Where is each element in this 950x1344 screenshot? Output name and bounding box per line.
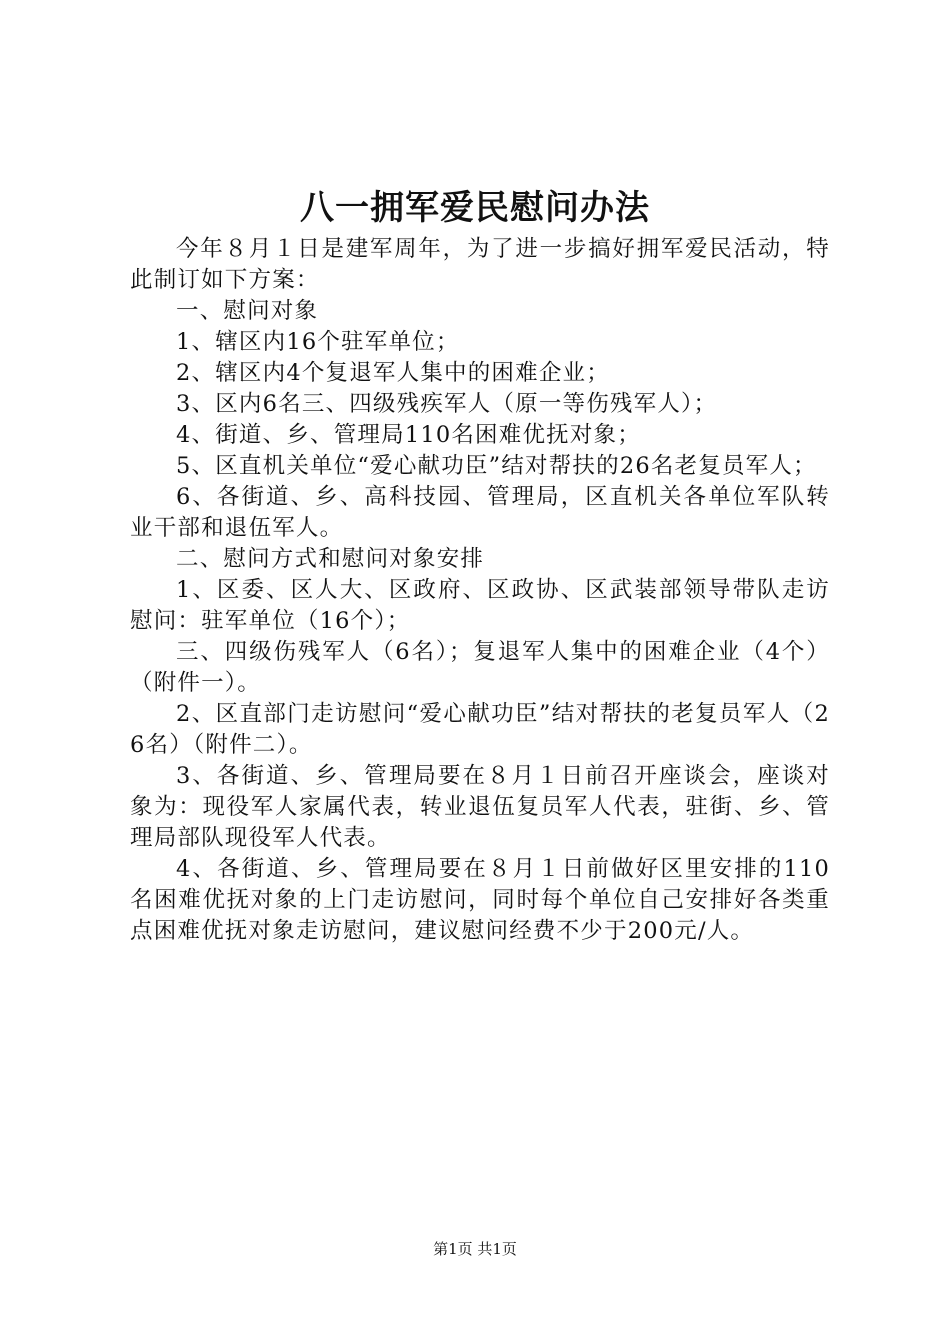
list-item: 3、各街道、乡、管理局要在８月１日前召开座谈会，座谈对象为：现役军人家属代表，转业退伍复员军人代表，驻街、乡、管理局部队现役军人代表。 <box>130 763 830 851</box>
list-item: 2、辖区内4个复退军人集中的困难企业； <box>176 360 610 386</box>
section-heading-1: 一、慰问对象 <box>176 298 319 324</box>
list-item: 4、街道、乡、管理局110名困难优抚对象； <box>176 422 641 448</box>
document-body <box>130 234 830 947</box>
list-item: 3、区内6名三、四级残疾军人（原一等伤残军人）； <box>176 391 718 417</box>
paragraph-intro: 今年８月１日是建军周年，为了进一步搞好拥军爱民活动，特此制订如下方案： <box>130 236 830 293</box>
list-item: 三、四级伤残军人（6名）；复退军人集中的困难企业（4个）（附件一）。 <box>130 639 830 696</box>
list-item: 2、区直部门走访慰问“爱心献功臣”结对帮扶的老复员军人（26名）（附件二）。 <box>130 701 830 758</box>
document-title: 八一拥军爱民慰问办法 <box>300 188 650 228</box>
list-item: 6、各街道、乡、高科技园、管理局，区直机关各单位军队转业干部和退伍军人。 <box>130 484 830 541</box>
list-item: 4、各街道、乡、管理局要在８月１日前做好区里安排的110名困难优抚对象的上门走访慰问，同时每个单位自己安排好各类重点困难优抚对象走访慰问，建议慰问经费不少于200元/人。 <box>130 856 830 944</box>
list-item: 1、辖区内16个驻军单位； <box>176 329 460 355</box>
section-heading-2: 二、慰问方式和慰问对象安排 <box>176 546 485 572</box>
page-footer: 第1页 共1页 <box>433 1240 517 1258</box>
list-item: 5、区直机关单位“爱心献功臣”结对帮扶的26名老复员军人； <box>176 453 817 479</box>
list-item: 1、区委、区人大、区政府、区政协、区武装部领导带队走访慰问：驻军单位（16个）； <box>130 577 830 634</box>
